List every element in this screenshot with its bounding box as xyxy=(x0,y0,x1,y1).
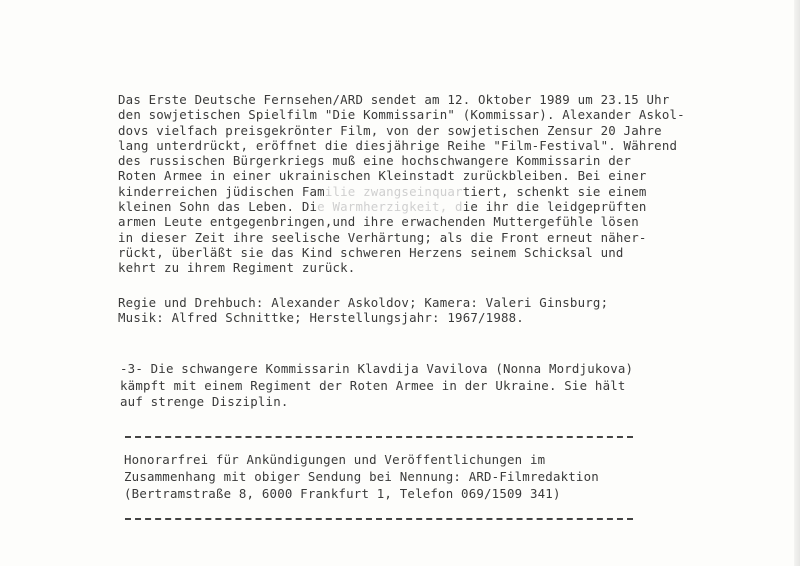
text-line: tiert, schenkt sie einem xyxy=(462,183,647,199)
text-line: kleinen Sohn das Leben. Di xyxy=(118,199,318,215)
text-line: Honorarfrei für Ankündigungen und Veröffentlichungen im xyxy=(124,452,546,467)
text-line: Zusammenhang mit obiger Sendung bei Nennung: ARD-Filmredaktion xyxy=(124,469,599,484)
dashed-divider xyxy=(125,518,633,520)
text-line: armen Leute entgegenbringen,und ihre erwachenden Muttergefühle lösen xyxy=(118,214,639,230)
credits xyxy=(118,295,608,326)
text-line: kehrt zu ihrem Regiment zurück. xyxy=(118,260,356,276)
copyright-notice xyxy=(124,451,599,502)
text-line: (Bertramstraße 8, 6000 Frankfurt 1, Telefon 069/1509 341) xyxy=(124,486,561,501)
text-line: Roten Armee in einer ukrainischen Kleinstadt zurückbleiben. Bei einer xyxy=(118,168,647,184)
faded-text: ilie zwangseinquar xyxy=(324,183,463,199)
text-line: -3- Die schwangere Kommissarin Klavdija Vavilova (Nonna Mordjukova) xyxy=(120,361,634,376)
text-line: den sowjetischen Spielfilm "Die Kommissarin" (Kommissar). Alexander Askol- xyxy=(118,107,685,123)
page-edge xyxy=(794,0,800,566)
text-line: Regie und Drehbuch: Alexander Askoldov; Kamera: Valeri Ginsburg; xyxy=(118,295,609,310)
text-line: auf strenge Disziplin. xyxy=(120,394,289,409)
text-line: Das Erste Deutsche Fernsehen/ARD sendet am 12. Oktober 1989 um 23.15 Uhr xyxy=(118,92,670,107)
text-line: ie ihr die leidgeprüften xyxy=(462,199,647,215)
text-line: in dieser Zeit ihre seelische Verhärtung; als die Front erneut näher- xyxy=(118,229,647,245)
faded-text: e Warmherzigkeit, d xyxy=(317,199,463,215)
photo-caption xyxy=(120,361,633,411)
text-line: Musik: Alfred Schnittke; Herstellungsjahr: 1967/1988. xyxy=(118,310,524,326)
text-line: des russischen Bürgerkriegs muß eine hochschwangere Kommissarin der xyxy=(118,153,632,169)
main-paragraph xyxy=(118,92,685,276)
text-line: rückt, überläßt sie das Kind schweren Herzens seinem Schicksal und xyxy=(118,244,624,260)
text-line: kämpft mit einem Regiment der Roten Armee in der Ukraine. Sie hält xyxy=(120,377,626,393)
dashed-divider xyxy=(125,436,633,438)
text-line: kinderreichen jüdischen Fam xyxy=(118,183,325,199)
text-line: lang unterdrückt, eröffnet die diesjährige Reihe "Film-Festival". Während xyxy=(118,137,678,153)
text-line: dovs vielfach preisgekrönter Film, von der sowjetischen Zensur 20 Jahre xyxy=(118,122,662,138)
